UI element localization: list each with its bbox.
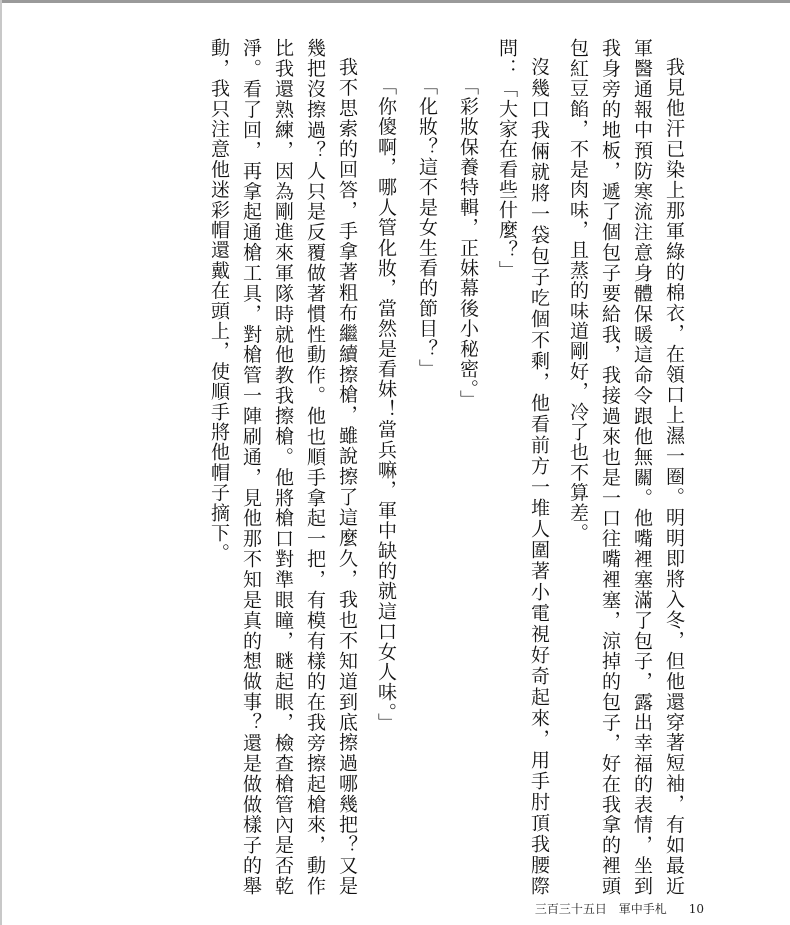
paragraph-2: 沒幾口我倆就將一袋包子吃個不剩，他看前方一堆人圍著小電視好奇起來，用手肘頂我腰際問：「大家在看些什麼？」	[496, 38, 550, 896]
dialogue-line-2: 「化妝？這不是女生看的節目？」	[416, 76, 438, 379]
page-number: 10	[688, 902, 704, 916]
paragraph-3: 我不思索的回答，手拿著粗布繼續擦槍，雖說擦了這麼久，我也不知道到底擦過哪幾把？又是幾把沒擦過？人只是反覆做著慣性動作。他也順手拿起一把，有模有樣的在我旁擦起槍來，動作比我還熟練，因為剛進來軍隊時就他教我擦槍。他將槍口對準眼瞳，瞇起眼，檢查槍管內是否乾淨。看了回，再拿起通槍工具，對槍管一陣刷通，見他那不知是真的想做事？還是做做樣子的舉動，我只注意他迷彩帽還戴在頭上，使順手將他帽子摘下。	[208, 38, 358, 896]
footer-book-title: 三百三十五日	[534, 902, 607, 916]
paragraph-1: 我見他汗已染上那軍綠的棉衣，在領口上濕一圈。明明即將入冬，但他還穿著短袖，有如最近軍醫通報中預防寒流注意身體保暖這命令跟他無關。他嘴裡塞滿了包子，露出幸福的表情，坐到我身旁的地板，遞了個包子要給我，我接過來也是一口往嘴裡塞，涼掉的包子，好在我拿的裡頭包紅豆餡，不是肉味，且蒸的味道剛好，冷了也不算差。	[567, 38, 685, 896]
page-footer	[535, 900, 704, 917]
dialogue-line-3: 「你傻啊，哪人管化妝，當然是看妹！當兵嘛，軍中缺的就這口女人味。」	[375, 76, 397, 734]
top-border	[0, 0, 790, 3]
left-border	[0, 0, 2, 925]
dialogue-line-1: 「彩妝保養特輯，正妹幕後小秘密。」	[457, 76, 479, 410]
footer-chapter-title: 軍中手札	[618, 902, 667, 916]
body-text	[203, 38, 690, 896]
